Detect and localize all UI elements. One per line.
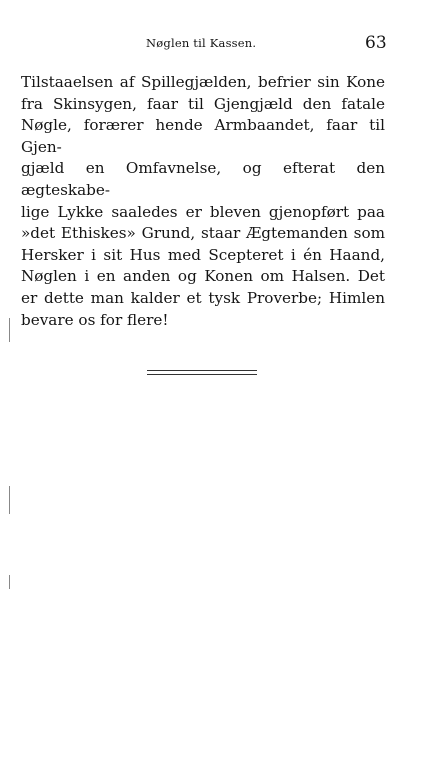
text-line: Hersker i sit Hus med Scepteret i én Haand, <box>21 245 385 264</box>
scan-mark <box>9 318 10 342</box>
running-title: Nøglen til Kassen. <box>146 36 257 50</box>
text-line: er dette man kalder et tysk Proverbe; Himlen <box>21 288 385 307</box>
page-number: 63 <box>365 33 387 53</box>
text-line: gjæld en Omfavnelse, og efterat den ægteskabe- <box>21 159 385 199</box>
text-line: Tilstaaelsen af Spillegjælden, befrier sin Kone <box>21 73 385 91</box>
text-line: »det Ethiskes» Grund, staar Ægtemanden som <box>21 224 385 243</box>
body-text <box>21 72 385 331</box>
text-line: Nøglen i en anden og Konen om Halsen. Det <box>21 267 385 286</box>
text-line: Nøgle, forærer hende Armbaandet, faar til Gjen- <box>21 116 385 156</box>
section-divider <box>147 370 257 375</box>
text-line: bevare os for flere! <box>21 310 169 329</box>
scan-mark <box>9 575 10 589</box>
scan-mark <box>9 486 10 514</box>
text-line: fra Skinsygen, faar til Gjengjæld den fatale <box>21 94 385 113</box>
text-line: lige Lykke saaledes er bleven gjenopført paa <box>21 202 385 221</box>
